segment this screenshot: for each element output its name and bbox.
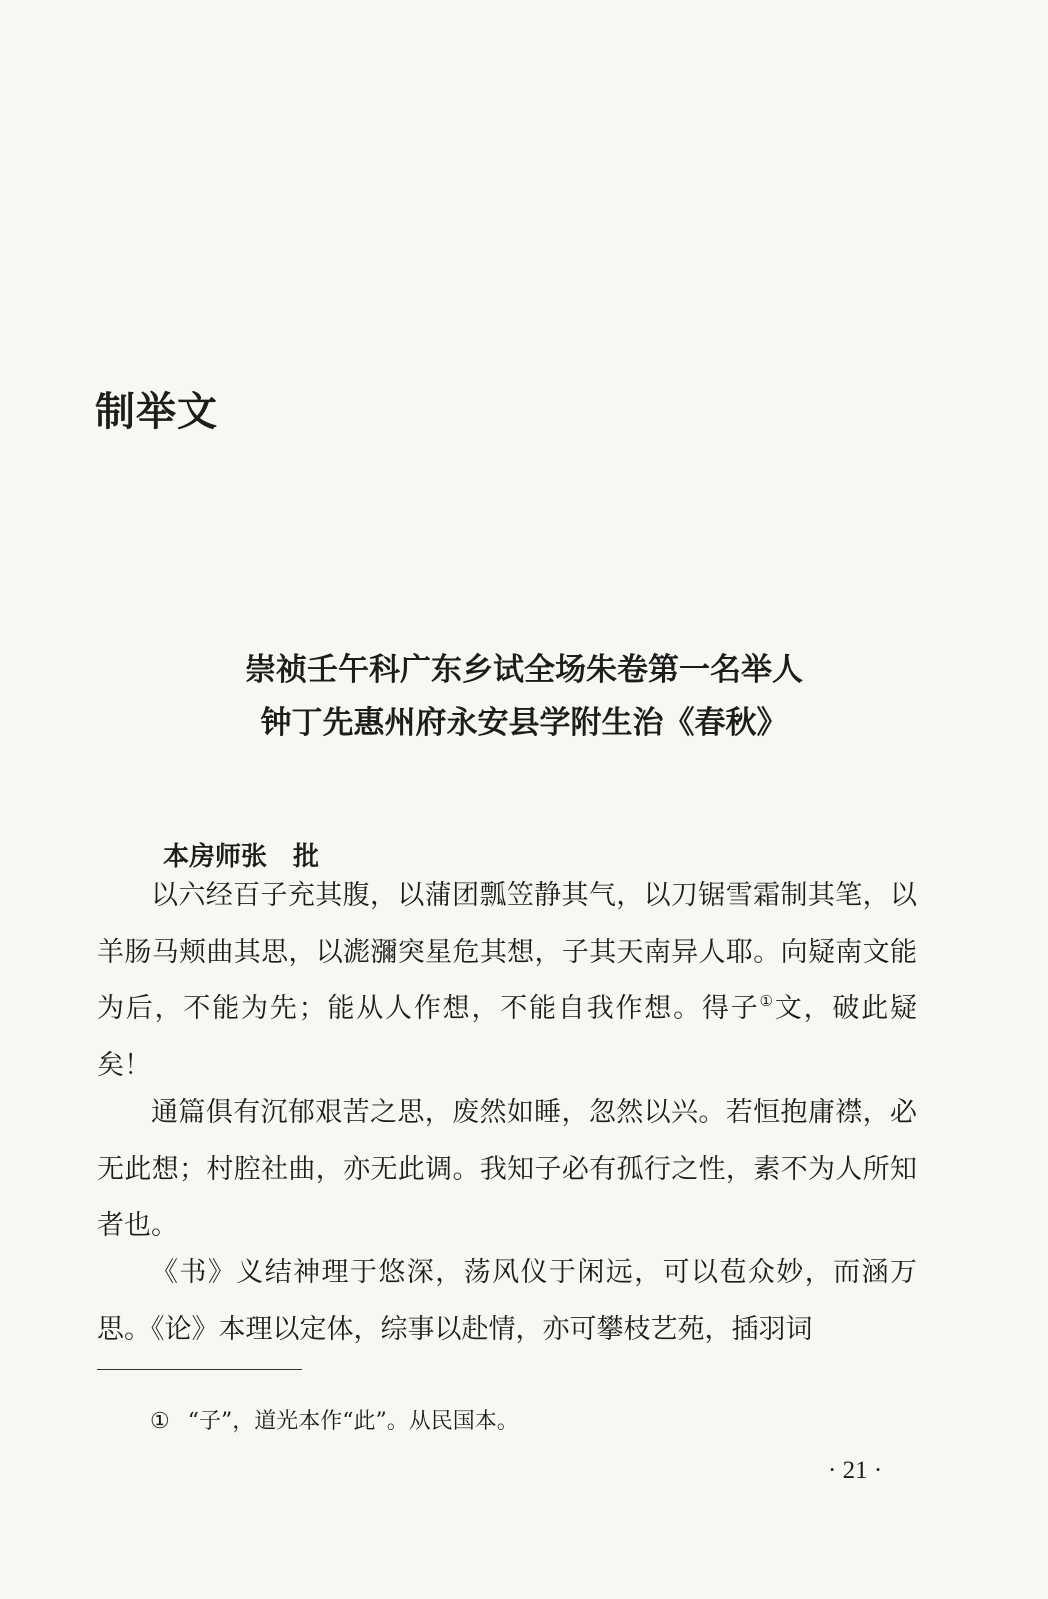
footnote-reference: ① — [759, 992, 775, 1010]
paragraph-1-text-b: 文，破此疑矣！ — [97, 993, 918, 1081]
footnote-text: “子”，道光本作“此”。从民国本。 — [187, 1409, 519, 1434]
reviewer-comment-label: 本房师张 批 — [163, 842, 320, 872]
essay-heading-line-1: 崇祯壬午科广东乡试全场朱卷第一名举人 — [245, 652, 803, 688]
footnote-divider — [97, 1369, 302, 1370]
comment-paragraph-3: 《书》义结神理于悠深，荡风仪于闲远，可以苞众妙，而涵万思。《论》本理以定体，综事以赴情，亦可攀枝艺苑，插羽词 — [97, 1257, 917, 1345]
comment-paragraph-1 — [97, 868, 917, 1094]
essay-heading-line-2: 钟丁先惠州府永安县学附生治《春秋》 — [260, 705, 788, 741]
page-number: · 21 · — [828, 1457, 883, 1484]
footnote-mark: ① — [150, 1409, 170, 1434]
paragraph-1-text-a: 以六经百子充其腹，以蒲团瓢笠静其气，以刀锯雪霜制其笔，以羊肠马颊曲其思，以滮瀰突星危其想，子其天南异人耶。向疑南文能为后，不能为先；能从人作想，不能自我作想。得子 — [97, 880, 917, 1024]
comment-paragraph-2: 通篇俱有沉郁艰苦之思，废然如睡，忽然以兴。若恒抱庸襟，必无此想；村腔社曲，亦无此调。我知子必有孤行之性，素不为人所知者也。 — [97, 1097, 917, 1241]
section-title: 制举文 — [95, 389, 218, 435]
footnote — [150, 1407, 519, 1437]
